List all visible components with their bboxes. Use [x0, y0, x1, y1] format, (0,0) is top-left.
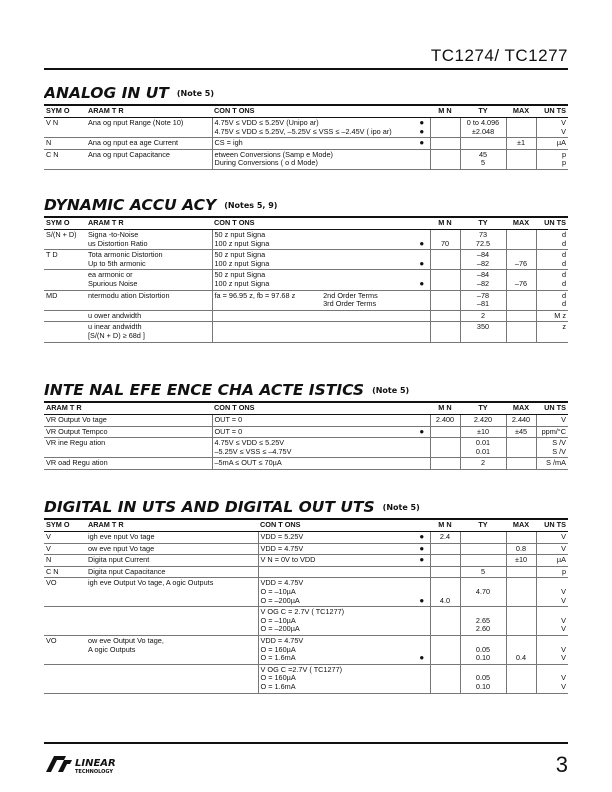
cell-min: 4.0 [430, 578, 460, 607]
cell-units: S /V S /V [536, 438, 568, 458]
cell-units: V V [536, 635, 568, 664]
cell-cond: etween Conversions (Samp e Mode) During Conversions ( o d Mode) [212, 149, 414, 169]
cell-typ [460, 555, 506, 567]
cell-param: Ana og nput ea age Current [86, 138, 212, 150]
condition-text: fa = 96.95 z, fb = 97.68 z [214, 290, 296, 300]
cell-sym [44, 607, 86, 636]
digital-io-section [44, 496, 568, 694]
section-title: DYNAMIC ACCU ACY (Notes 5, 9) [44, 196, 278, 214]
cell-dot: ● [414, 578, 430, 607]
cell-param: VR ine Regu ation [44, 438, 212, 458]
cell-sym: N [44, 555, 86, 567]
table-row [44, 635, 568, 664]
cell-param: Tota armonic Distortion Up to 5th armonic [86, 250, 212, 270]
cell-max [506, 290, 536, 310]
cell-cond: 50 z nput Signa 100 z nput Signa [212, 230, 414, 250]
cell-param: ow eve nput Vo tage [86, 543, 258, 555]
cell-sym: S/(N + D) [44, 230, 86, 250]
cell-typ: 45 5 [460, 149, 506, 169]
cell-cond: OUT = 0 [212, 415, 414, 427]
cell-cond: 50 z nput Signa 100 z nput Signa [212, 270, 414, 290]
cell-units: V [536, 532, 568, 544]
table-row [44, 555, 568, 567]
cell-min [430, 555, 460, 567]
cell-max [506, 310, 536, 322]
cell-typ: ±10 [460, 426, 506, 438]
cell-min [430, 543, 460, 555]
cell-units: d d [536, 250, 568, 270]
cell-dot [414, 322, 430, 342]
cell-cond: VDD = 5.25V [258, 532, 414, 544]
cell-max: 0.4 [506, 635, 536, 664]
cell-sym: VO [44, 578, 86, 607]
cell-units: µA [536, 555, 568, 567]
digital-io-table: SYM O ARAM T R CON T ONS M N TY MAX UN TS V igh eve nput Vo tage VDD = 5.25V ● 2.4 V V ow eve nput Vo tage VDD = 4.75V ● 0.8 V N Digita nput Current V N = 0V to VDD ● ±10 µA C N Digita nput Capacitance 5 p VO igh eve Output Vo tage, A ogic Outputs VDD = 4.75V O = –10µA O = –200µA ● 4.0 4.70 V V V OG C = 2.7V ( TC1277) O = –10µA O = –200µA 2.65 2.60 V V VO ow eve Output Vo tage, A ogic Outputs VDD = 4.75V O = 160µA O = 1.6mA ● 0.05 0.10 0.4 V V V OG C =2.7V ( TC1277) O = 160µA O = 1.6mA 0.05 0.10 V V [44, 518, 568, 694]
cell-dot [414, 290, 430, 310]
table-row [44, 532, 568, 544]
table-row [44, 310, 568, 322]
analog-input-section [44, 82, 568, 170]
cell-dot: ● [414, 635, 430, 664]
cell-param: u inear andwidth [S/(N + D) ≥ 68d ] [86, 322, 212, 342]
table-row [44, 458, 568, 470]
cell-dot: ● [414, 138, 430, 150]
svg-text:TECHNOLOGY: TECHNOLOGY [75, 769, 113, 775]
cell-dot: ● [414, 250, 430, 270]
cell-units: V V [536, 578, 568, 607]
cell-cond: VDD = 4.75V O = 160µA O = 1.6mA [258, 635, 414, 664]
cell-sym [44, 322, 86, 342]
page-number: 3 [555, 752, 568, 777]
cell-dot [414, 664, 430, 693]
cell-typ [460, 532, 506, 544]
cell-min [430, 310, 460, 322]
cell-units: V V [536, 118, 568, 138]
table-row [44, 322, 568, 342]
cell-dot: ● [414, 532, 430, 544]
cell-typ: 2 [460, 310, 506, 322]
cell-dot [414, 415, 430, 427]
condition-terms: 2nd Order Terms 3rd Order Terms [323, 290, 378, 309]
table-row [44, 250, 568, 270]
cell-sym: VO [44, 635, 86, 664]
cell-max [506, 118, 536, 138]
cell-units: V [536, 543, 568, 555]
cell-typ: –78 –81 [460, 290, 506, 310]
cell-param [86, 664, 258, 693]
table-row [44, 118, 568, 138]
cell-min [430, 458, 460, 470]
cell-sym [44, 270, 86, 290]
cell-dot: ● [414, 230, 430, 250]
table-row [44, 566, 568, 578]
cell-typ: 2 [460, 458, 506, 470]
cell-max [506, 458, 536, 470]
cell-cond: 50 z nput Signa 100 z nput Signa [212, 250, 414, 270]
cell-units: z [536, 322, 568, 342]
cell-units: ppm/°C [536, 426, 568, 438]
cell-typ: 350 [460, 322, 506, 342]
cell-max [506, 230, 536, 250]
cell-min [430, 290, 460, 310]
cell-max: 0.8 [506, 543, 536, 555]
cell-cond: 4.75V ≤ VDD ≤ 5.25V (Unipo ar) 4.75V ≤ VDD ≤ 5.25V, –5.25V ≤ VSS ≤ –2.45V ( ipo ar) [212, 118, 414, 138]
cell-sym: C N [44, 149, 86, 169]
cell-sym: V [44, 543, 86, 555]
cell-param: ea armonic or Spurious Noise [86, 270, 212, 290]
cell-min: 2.400 [430, 415, 460, 427]
table-row [44, 230, 568, 250]
cell-min [430, 438, 460, 458]
cell-dot: ● [414, 543, 430, 555]
cell-max [506, 664, 536, 693]
cell-max [506, 578, 536, 607]
table-row [44, 138, 568, 150]
cell-units: S /mA [536, 458, 568, 470]
cell-cond: V OG C = 2.7V ( TC1277) O = –10µA O = –200µA [258, 607, 414, 636]
cell-dot [414, 607, 430, 636]
cell-typ: 0.01 0.01 [460, 438, 506, 458]
cell-cond [212, 290, 414, 310]
cell-param: igh eve nput Vo tage [86, 532, 258, 544]
cell-min [430, 322, 460, 342]
cell-typ: 0 to 4.096 ±2.048 [460, 118, 506, 138]
cell-units: M z [536, 310, 568, 322]
cell-typ: –84 –82 [460, 250, 506, 270]
cell-typ: 0.05 0.10 [460, 664, 506, 693]
cell-max [506, 322, 536, 342]
cell-max: ±1 [506, 138, 536, 150]
table-row [44, 664, 568, 693]
dynamic-accuracy-table: SYM O ARAM T R CON T ONS M N TY MAX UN TS S/(N + D) Signa -to-Noise us Distortion Ratio 50 z nput Signa 100 z nput Signa ● 70 73 72.5 d d T D Tota armonic Distortion Up to 5th armonic 50 z nput Signa 100 z nput Signa ● –84 –82 –76 d d ea armonic or Spurious Noise 50 z nput Signa 100 z nput Signa ● –84 –82 –76 d d MD ntermodu ation Distortion fa = 96.95 z, fb = 97.68 z 2nd Order Terms 3rd Order Terms –78 –81 d d u ower andwidth 2 M z u inear andwidth [S/(N + D) ≥ 68d ] 350 z [44, 216, 568, 343]
cell-max [506, 532, 536, 544]
table-row [44, 543, 568, 555]
cell-max: ±10 [506, 555, 536, 567]
cell-max: ±45 [506, 426, 536, 438]
cell-max: 2.440 [506, 415, 536, 427]
cell-cond [258, 566, 414, 578]
cell-cond [212, 310, 414, 322]
cell-typ [460, 138, 506, 150]
cell-min [430, 607, 460, 636]
cell-max [506, 566, 536, 578]
cell-typ: 4.70 [460, 578, 506, 607]
cell-typ: 5 [460, 566, 506, 578]
cell-dot: ● [414, 426, 430, 438]
cell-max [506, 149, 536, 169]
cell-units: p p [536, 149, 568, 169]
cell-sym: V N [44, 118, 86, 138]
table-row [44, 290, 568, 310]
cell-param: VR Output Tempco [44, 426, 212, 438]
cell-sym: C N [44, 566, 86, 578]
cell-units: V V [536, 664, 568, 693]
section-title: DIGITAL IN UTS AND DIGITAL OUT UTS (Note 5) [44, 498, 420, 516]
cell-cond: V N = 0V to VDD [258, 555, 414, 567]
part-number: TC1274/ TC1277 [430, 46, 568, 65]
cell-min [430, 250, 460, 270]
cell-cond: VDD = 4.75V O = –10µA O = –200µA [258, 578, 414, 607]
cell-units: d d [536, 290, 568, 310]
cell-max: –76 [506, 270, 536, 290]
cell-cond: CS = igh [212, 138, 414, 150]
table-row [44, 578, 568, 607]
cell-param: igh eve Output Vo tage, A ogic Outputs [86, 578, 258, 607]
cell-min [430, 118, 460, 138]
cell-dot [414, 566, 430, 578]
cell-min [430, 270, 460, 290]
internal-reference-section [44, 379, 568, 470]
cell-param: Digita nput Capacitance [86, 566, 258, 578]
table-row [44, 270, 568, 290]
cell-cond: V OG C =2.7V ( TC1277) O = 160µA O = 1.6mA [258, 664, 414, 693]
cell-min [430, 664, 460, 693]
cell-param: ntermodu ation Distortion [86, 290, 212, 310]
cell-sym [44, 310, 86, 322]
cell-param: VR oad Regu ation [44, 458, 212, 470]
cell-cond [212, 322, 414, 342]
cell-typ: 73 72.5 [460, 230, 506, 250]
cell-sym: T D [44, 250, 86, 270]
cell-typ: –84 –82 [460, 270, 506, 290]
table-row [44, 607, 568, 636]
cell-units: p [536, 566, 568, 578]
cell-dot [414, 149, 430, 169]
cell-param: Digita nput Current [86, 555, 258, 567]
cell-units: µA [536, 138, 568, 150]
dynamic-accuracy-section [44, 194, 568, 343]
footer-rule [44, 742, 568, 744]
cell-param: Ana og nput Capacitance [86, 149, 212, 169]
cell-min [430, 566, 460, 578]
cell-sym: V [44, 532, 86, 544]
cell-dot: ● [414, 270, 430, 290]
cell-units: V [536, 415, 568, 427]
cell-dot [414, 458, 430, 470]
internal-reference-table: ARAM T R CON T ONS M N TY MAX UN TS VR Output Vo tage OUT = 0 2.400 2.420 2.440 V VR Output Tempco OUT = 0 ● ±10 ±45 ppm/°C VR ine Regu ation 4.75V ≤ VDD ≤ 5.25V –5.25V ≤ VSS ≤ –4.75V 0.01 0.01 S /V S /V VR oad Regu ation –5mA ≤ OUT ≤ 70µA 2 S /mA [44, 401, 568, 470]
cell-param [86, 607, 258, 636]
cell-dot: ● [414, 555, 430, 567]
table-row [44, 426, 568, 438]
cell-cond: OUT = 0 [212, 426, 414, 438]
section-title: INTE NAL EFE ENCE CHA ACTE ISTICS (Note 5) [44, 381, 410, 399]
section-title: ANALOG IN UT (Note 5) [44, 84, 214, 102]
cell-min [430, 426, 460, 438]
cell-param: Ana og nput Range (Note 10) [86, 118, 212, 138]
cell-sym: MD [44, 290, 86, 310]
analog-input-table: SYM O ARAM T R CON T ONS M N TY MAX UN TS V N Ana og nput Range (Note 10) 4.75V ≤ VDD ≤ 5.25V (Unipo ar) 4.75V ≤ VDD ≤ 5.25V, –5.25V ≤ VSS ≤ –2.45V ( ipo ar) ● ● 0 to 4.096 ±2.048 V V N Ana og nput ea age Current CS = igh ● ±1 µA C N Ana og nput Capacitance etween Conversions (Samp e Mode) During Conversions ( o d Mode) 45 5 p p [44, 104, 568, 170]
header-rule [44, 68, 568, 70]
table-row [44, 149, 568, 169]
cell-param: ow eve Output Vo tage, A ogic Outputs [86, 635, 258, 664]
cell-min [430, 138, 460, 150]
cell-dot [414, 438, 430, 458]
cell-dot: ● ● [414, 118, 430, 138]
cell-dot [414, 310, 430, 322]
cell-sym: N [44, 138, 86, 150]
cell-sym [44, 664, 86, 693]
cell-min [430, 635, 460, 664]
cell-min: 70 [430, 230, 460, 250]
cell-typ [460, 543, 506, 555]
cell-param: u ower andwidth [86, 310, 212, 322]
cell-units: V V [536, 607, 568, 636]
cell-typ: 2.65 2.60 [460, 607, 506, 636]
cell-param: Signa -to-Noise us Distortion Ratio [86, 230, 212, 250]
cell-min [430, 149, 460, 169]
cell-typ: 2.420 [460, 415, 506, 427]
svg-text:LINEAR: LINEAR [75, 758, 116, 769]
cell-cond: VDD = 4.75V [258, 543, 414, 555]
table-row [44, 438, 568, 458]
cell-param: VR Output Vo tage [44, 415, 212, 427]
table-row [44, 415, 568, 427]
cell-cond: –5mA ≤ OUT ≤ 70µA [212, 458, 414, 470]
cell-max [506, 607, 536, 636]
cell-max [506, 438, 536, 458]
cell-max: –76 [506, 250, 536, 270]
cell-units: d d [536, 270, 568, 290]
cell-units: d d [536, 230, 568, 250]
linear-technology-logo [44, 752, 144, 776]
cell-typ: 0.05 0.10 [460, 635, 506, 664]
cell-cond: 4.75V ≤ VDD ≤ 5.25V –5.25V ≤ VSS ≤ –4.75V [212, 438, 414, 458]
cell-min: 2.4 [430, 532, 460, 544]
